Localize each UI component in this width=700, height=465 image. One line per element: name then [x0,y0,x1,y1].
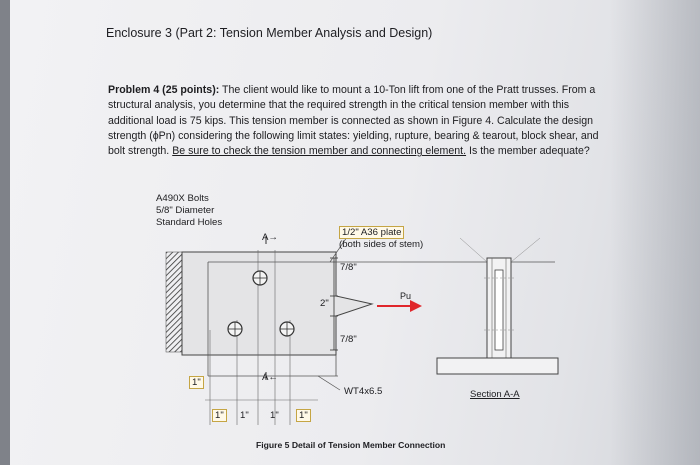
problem-text: The client would like to mount a 10-Ton lift from one of the Pratt trusses. From a structural analysis, you determine that the required strength in the critical tension member with this additional load is 75 kips. This tension member is connected as shown in Figure 4. Calculate the design strength (ϕPn) considering the following limit states: yielding, rupture, bearing & tearout, block shear, and bolt strength. [108,84,599,158]
bottom-dim-3: 1" [270,410,279,421]
bolt-left [228,322,242,336]
problem-heading: Problem 4 (25 points): [108,84,220,96]
dim-top: 7/8" [340,262,357,273]
bolt-type: A490X Bolts [156,193,209,204]
bottom-dim-4: 1" [296,410,311,422]
plate-note: (both sides of stem) [339,239,424,250]
bolt-spec-label [156,193,222,229]
section-label: Section A-A [470,389,520,400]
figure-caption: Figure 5 Detail of Tension Member Connection [256,440,446,450]
bolt-diameter: 5/8" Diameter [156,205,215,216]
plate-thickness: 1/2" A36 plate [339,226,404,239]
edge-dim-left: 1" [189,377,204,389]
dim-bottom: 7/8" [340,334,357,345]
section-a-a-drawing [437,238,558,374]
bolt-top [253,271,267,285]
load-label: Pu [400,291,412,301]
problem-underlined: Be sure to check the tension member and connecting element. [172,145,467,158]
plate-spec-label [339,227,423,251]
support-wall [166,252,182,352]
bolt-right [280,322,294,336]
enclosure-title: Enclosure 3 (Part 2: Tension Member Analysis and Design) [106,26,433,40]
bolt-holes: Standard Holes [156,217,223,228]
section-mark-bottom: A← [262,372,278,383]
section-mark-top: A→ [262,232,278,243]
member-leader [318,376,340,390]
bottom-dim-2: 1" [240,410,249,421]
dim-middle: 2" [320,298,329,309]
problem-question: Is the member adequate? [469,145,590,158]
bottom-dim-1: 1" [212,410,227,422]
member-label: WT4x6.5 [344,386,383,397]
load-arrowhead [410,300,422,312]
